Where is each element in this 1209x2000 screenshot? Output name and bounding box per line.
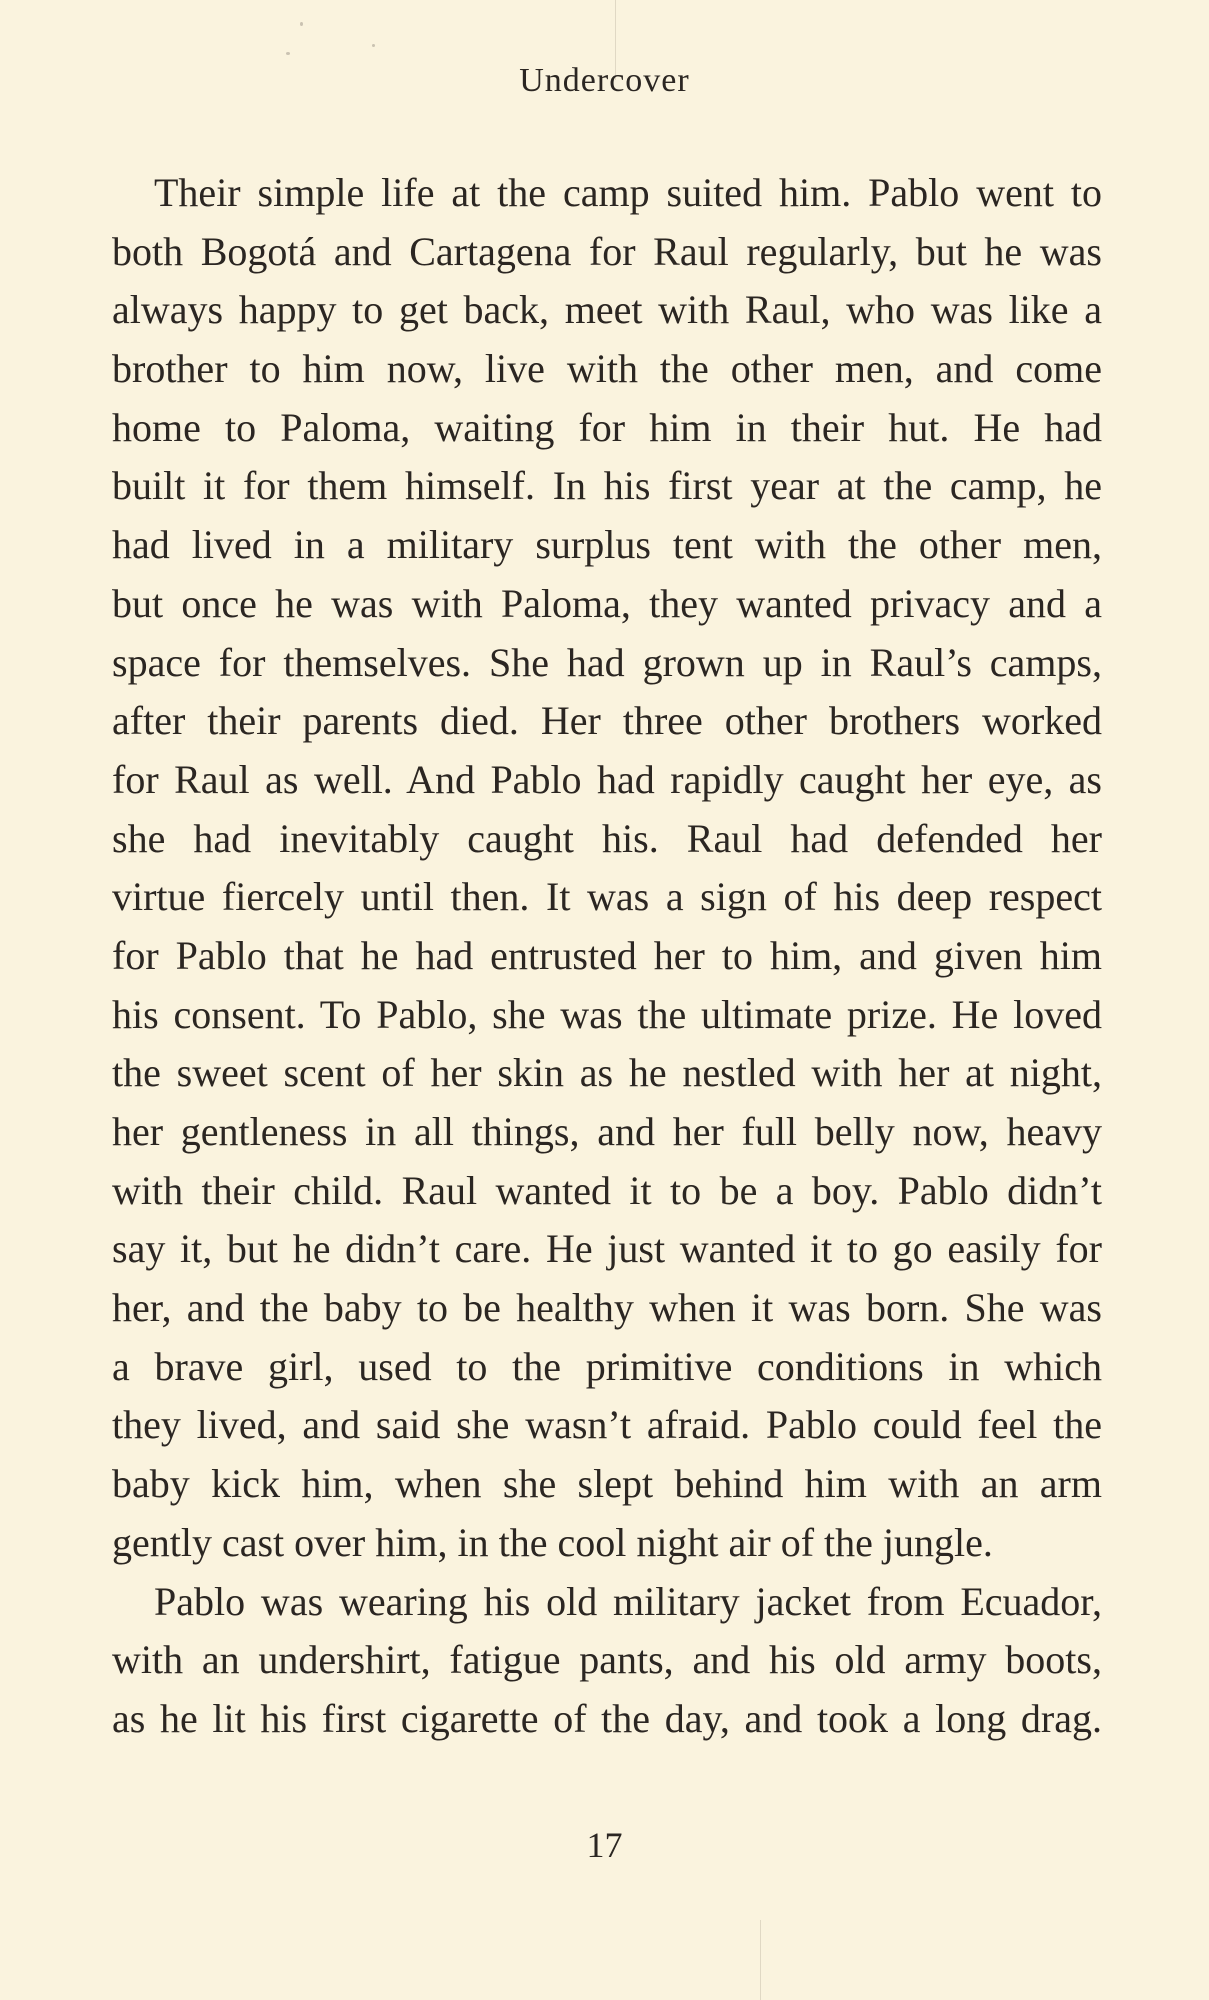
text-line: always happy to get back, meet with Raul, who was like a — [112, 287, 1102, 333]
text-line: home to Paloma, waiting for him in their hut. He had — [112, 404, 1102, 450]
text-line: for Raul as well. And Pablo had rapidly caught her eye, as — [112, 756, 1102, 802]
text-line: baby kick him, when she slept behind him with an arm — [112, 1461, 1102, 1507]
text-line: after their parents died. Her three other brothers worked — [112, 698, 1102, 744]
text-line: space for themselves. She had grown up in Raul’s camps, — [112, 639, 1102, 685]
text-line: as he lit his first cigarette of the day, and took a long drag. — [112, 1695, 1102, 1741]
text-line: both Bogotá and Cartagena for Raul regularly, but he was — [112, 228, 1102, 274]
text-line: Their simple life at the camp suited him. Pablo went to — [154, 170, 1102, 215]
scan-speck — [300, 22, 303, 26]
scan-speck — [372, 44, 375, 47]
page-number: 17 — [586, 1825, 623, 1865]
text-line: built it for them himself. In his first year at the camp, he — [112, 463, 1102, 509]
text-line: say it, but he didn’t care. He just wanted it to go easily for — [112, 1226, 1102, 1272]
text-line: Pablo was wearing his old military jacket from Ecuador, — [154, 1578, 1102, 1624]
text-line: for Pablo that he had entrusted her to him, and given him — [112, 932, 1102, 978]
text-line: she had inevitably caught his. Raul had defended her — [112, 815, 1102, 861]
page-crease — [760, 1920, 761, 2000]
text-line: they lived, and said she wasn’t afraid. Pablo could feel the — [112, 1402, 1102, 1448]
text-line: virtue fiercely until then. It was a sign of his deep respect — [112, 874, 1102, 920]
running-head: Undercover — [519, 62, 690, 99]
text-line: a brave girl, used to the primitive conditions in which — [112, 1343, 1102, 1389]
text-line: brother to him now, live with the other men, and come — [112, 346, 1102, 392]
scan-speck — [286, 52, 290, 55]
body-text — [112, 164, 1102, 1749]
text-line: had lived in a military surplus tent with the other men, — [112, 522, 1102, 568]
text-line: the sweet scent of her skin as he nestled with her at night, — [112, 1050, 1102, 1096]
text-line: gently cast over him, in the cool night air of the jungle. — [112, 1519, 993, 1565]
text-line: with their child. Raul wanted it to be a boy. Pablo didn’t — [112, 1167, 1102, 1213]
text-line: with an undershirt, fatigue pants, and his old army boots, — [112, 1637, 1102, 1683]
text-line: her gentleness in all things, and her full belly now, heavy — [112, 1109, 1102, 1154]
text-line: her, and the baby to be healthy when it was born. She was — [112, 1285, 1102, 1331]
text-line: but once he was with Paloma, they wanted privacy and a — [112, 580, 1102, 626]
text-line: his consent. To Pablo, she was the ultimate prize. He loved — [112, 991, 1102, 1037]
